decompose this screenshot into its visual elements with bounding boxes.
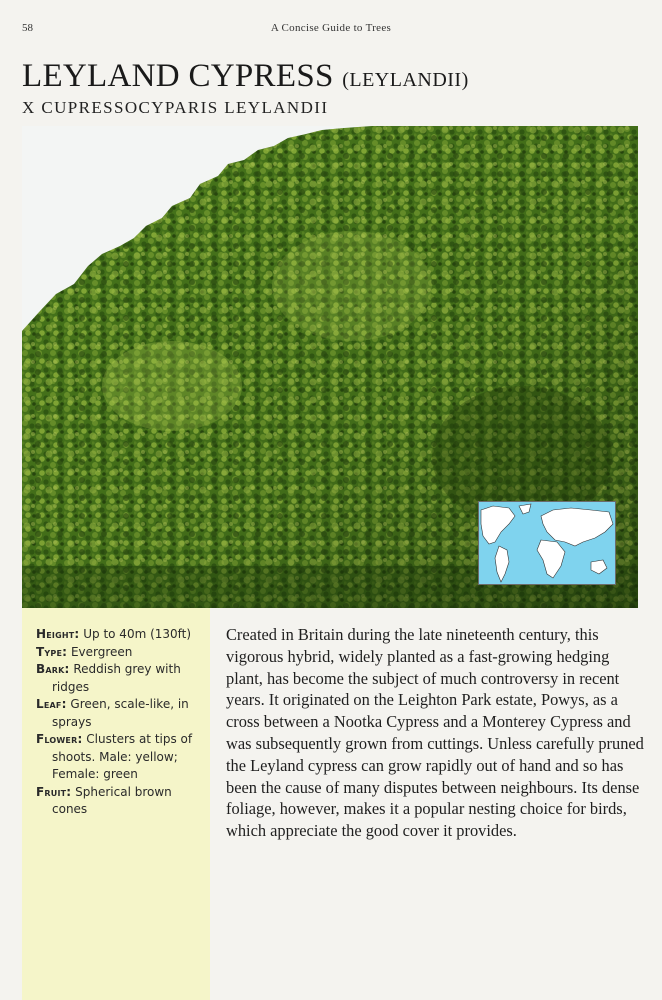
scientific-name: X CUPRESSOCYPARIS LEYLANDII (22, 98, 329, 117)
description-paragraph: Created in Britain during the late nineteenth century, this vigorous hybrid, widely planted as a fast-growing hedging plant, has become the subject of much controversy in recent years. It originated on the Leighton Park estate, Powys, as a cross between a Nootka Cypress and a Monterey Cypress and was subsequently grown from cuttings. Unless carefully pruned the Leyland cypress can grow rapidly out of hand and so has been the cause of many disputes between neighbours. Its dense foliage, however, makes it a popular nesting choice for birds, which appreciate the good cover it provides. (226, 625, 644, 841)
page-number: 58 (22, 22, 33, 34)
fact-leaf: Leaf: Green, scale-like, in sprays (36, 697, 189, 729)
fact-height: Height: Up to 40m (130ft) (36, 627, 192, 641)
common-name: LEYLAND CYPRESS (22, 58, 334, 94)
page-title (22, 58, 469, 95)
fact-bark: Bark: Reddish grey with ridges (36, 662, 181, 694)
range-map (478, 501, 616, 585)
fact-flower: Flower: Clusters at tips of shoots. Male: yellow; Female: green (36, 732, 193, 781)
fact-fruit: Fruit: Spherical brown cones (36, 784, 172, 816)
alternate-name: (LEYLANDII) (342, 69, 469, 91)
running-head: A Concise Guide to Trees (270, 22, 392, 34)
world-map-icon (479, 502, 615, 584)
fact-type: Type: Evergreen (36, 644, 133, 659)
fact-list (36, 626, 204, 819)
